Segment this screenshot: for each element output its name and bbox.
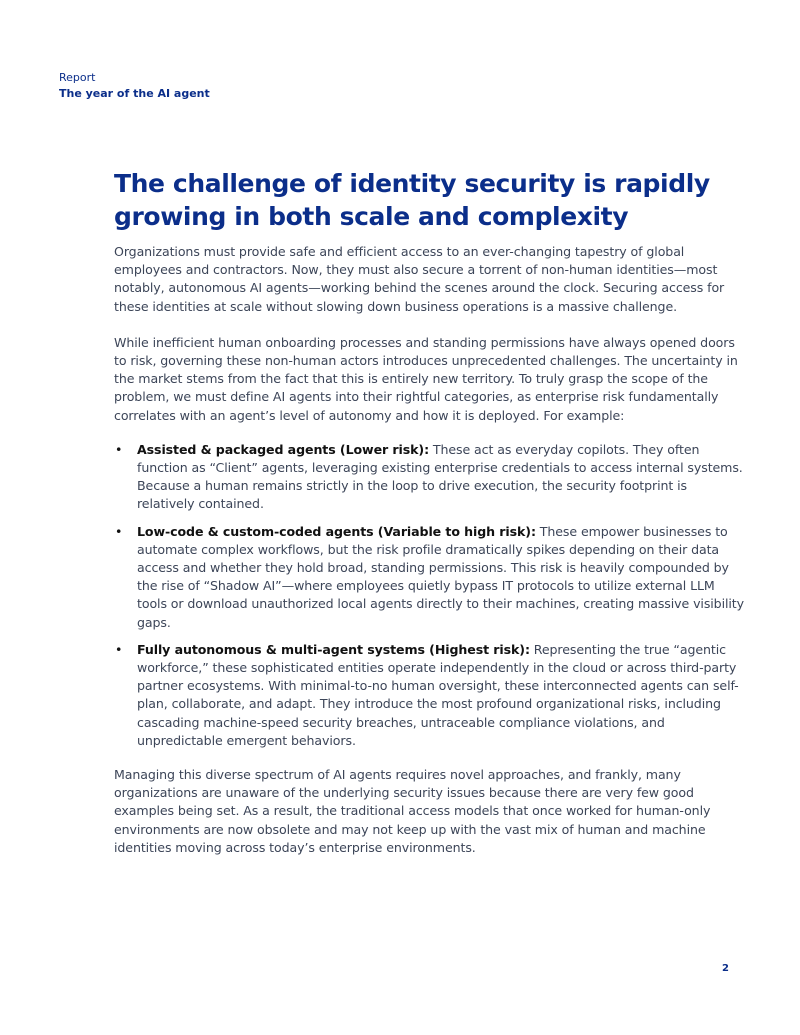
bullet-icon: •: [115, 641, 123, 657]
list-item-autonomous-agents: [114, 641, 744, 750]
report-label: Report: [59, 71, 96, 84]
list-item-lead: Fully autonomous & multi-agent systems (Highest risk):: [137, 641, 530, 657]
list-item-assisted-agents: [114, 441, 744, 514]
bullet-icon: •: [115, 441, 123, 457]
list-item-low-code-agents: [114, 523, 744, 632]
bullet-icon: •: [115, 523, 123, 539]
page-heading: The challenge of identity security is rapidly growing in both scale and complexity: [114, 169, 710, 231]
list-item-lead: Assisted & packaged agents (Lower risk):: [137, 441, 430, 457]
page-number: 2: [722, 963, 729, 974]
list-item-text: These act as everyday copilots. They often function as “Client” agents, leveraging existing enterprise credentials to access internal systems. Because a human remains strictly in the loop to drive execution, the security footprint is relatively contained.: [137, 441, 743, 512]
agent-category-list: [114, 441, 744, 750]
report-title: The year of the AI agent: [59, 87, 210, 100]
context-paragraph: While inefficient human onboarding processes and standing permissions have always opened doors to risk, governing these non-human actors introduces unprecedented challenges. The uncertainty in the market stems from the fact that this is entirely new territory. To truly grasp the scope of the problem, we must define AI agents into their rightful categories, as enterprise risk fundamentally correlates with an agent’s level of autonomy and how it is deployed. For example:: [114, 334, 738, 423]
closing-paragraph: Managing this diverse spectrum of AI agents requires novel approaches, and frankly, many organizations are unaware of the underlying security issues because there are very few good examples being set. As a result, the traditional access models that once worked for human-only environments are now obsolete and may not keep up with the vast mix of human and machine identities moving across today’s enterprise environments.: [114, 767, 711, 855]
list-item-lead: Low-code & custom-coded agents (Variable to high risk):: [137, 523, 536, 539]
list-item-text: Representing the true “agentic workforce,” these sophisticated entities operate independently in the cloud or across third-party partner ecosystems. With minimal-to-no human oversight, these interconnected agents can self-plan, collaborate, and adapt. They introduce the most profound organizational risks, including cascading machine-speed security breaches, untraceable compliance violations, and unpredictable emergent behaviors.: [137, 641, 739, 748]
intro-paragraph: Organizations must provide safe and efficient access to an ever-changing tapestry of global employees and contractors. Now, they must also secure a torrent of non-human identities—most notably, autonomous AI agents—working behind the scenes around the clock. Securing access for these identities at scale without slowing down business operations is a massive challenge.: [114, 244, 725, 314]
list-item-text: These empower businesses to automate complex workflows, but the risk profile dramatically spikes depending on their data access and whether they hold broad, standing permissions. This risk is heavily compounded by the rise of “Shadow AI”—where employees quietly bypass IT protocols to utilize external LLM tools or download unauthorized local agents directly to their machines, creating massive visibility gaps.: [137, 523, 744, 630]
running-header: [59, 70, 210, 102]
main-content: [114, 167, 744, 857]
